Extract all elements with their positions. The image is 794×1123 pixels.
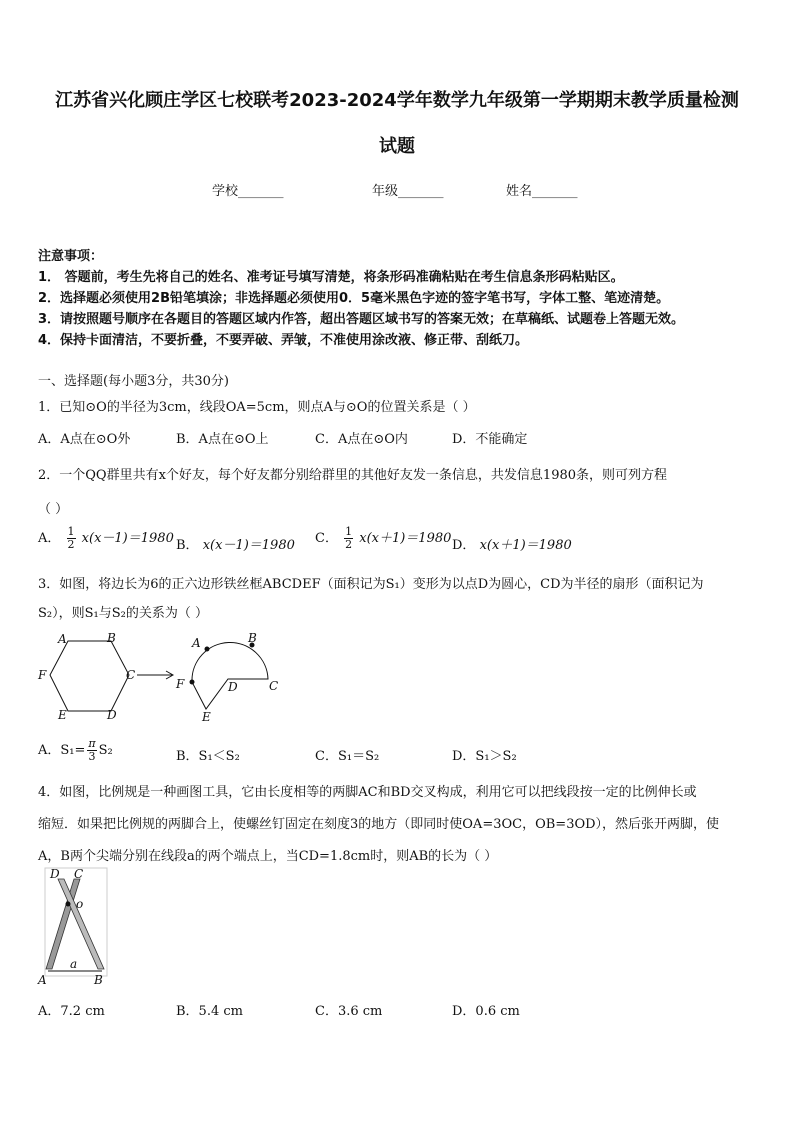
sector-label-b: B [248, 631, 257, 645]
note-item-4: 4．保持卡面清洁，不要折叠，不要弄破、弄皱，不准使用涂改液、修正带、刮纸刀。 [38, 333, 529, 348]
q1-option-b: B．A点在⊙O上 [176, 432, 269, 447]
q4-figure [36, 866, 116, 990]
sector-label-c: C [269, 679, 279, 693]
frac-num: 1 [67, 525, 75, 538]
hexagon-shape [50, 641, 129, 711]
fig-label-c: C [74, 867, 84, 881]
q3-figure [36, 628, 296, 728]
hex-label-a: A [58, 632, 67, 646]
notes-heading: 注意事项： [38, 249, 104, 264]
q3-line-2: S₂），则S₁与S₂的关系为（ ） [38, 606, 208, 621]
sector-label-f: F [176, 677, 185, 691]
sector-point-f [190, 680, 195, 685]
fig-label-a: A [38, 973, 47, 987]
q1-option-d: D．不能确定 [452, 432, 528, 447]
exam-title [30, 78, 764, 170]
sector-label-e: E [202, 710, 211, 724]
grade-field: 年级_______ [372, 184, 444, 199]
hex-label-c: C [126, 668, 136, 682]
hex-label-f: F [38, 668, 47, 682]
fig-label-b: B [94, 973, 103, 987]
q4-option-a: A．7.2 cm [38, 1004, 105, 1019]
note-item-3: 3．请按照题号顺序在各题目的答题区域内作答，超出答题区域书写的答案无效；在草稿纸、试题卷上答题无效。 [38, 312, 685, 327]
sector-shape [192, 642, 268, 709]
hex-label-d: D [107, 708, 117, 722]
fraction [344, 526, 353, 551]
q2-option-c [315, 526, 451, 551]
q4-line-2: 缩短．如果把比例规的两脚合上，使螺丝钉固定在刻度3的地方（即同时使OA=3OC，OB=3OD），然后张开两脚，使 [38, 817, 720, 832]
q4-line-3: A，B两个尖端分别在线段a的两个端点上，当CD=1.8cm时，则AB的长为（ ） [38, 849, 498, 864]
fig-label-d: D [50, 867, 60, 881]
q2-option-d-label: D． [452, 538, 476, 553]
frac-den: 2 [345, 538, 353, 551]
sector-label-a: A [192, 636, 201, 650]
title-line-2: 试题 [379, 136, 415, 157]
q3-option-a-suffix: S₂ [98, 743, 113, 758]
q2-option-b-label: B． [176, 538, 199, 553]
q3-option-c: C．S₁＝S₂ [315, 749, 380, 764]
q2-option-c-label: C． [315, 531, 338, 546]
sector-label-d: D [228, 680, 238, 694]
fig-label-o: o [76, 897, 84, 911]
note-item-2: 2．选择题必须使用2B铅笔填涂；非选择题必须使用0．5毫米黑色字迹的签字笔书写，字体工整、笔迹清楚。 [38, 291, 670, 306]
title-line-1: 江苏省兴化顾庄学区七校联考2023-2024学年数学九年级第一学期期末教学质量检测 [55, 90, 739, 111]
fig-label-a-segment: a [70, 957, 78, 971]
q2-option-d-expr: x(x＋1)＝1980 [479, 538, 572, 553]
hex-label-b: B [107, 631, 116, 645]
leg-ac [46, 879, 80, 969]
section-heading: 一、选择题(每小题3分，共30分) [38, 374, 229, 389]
fraction [87, 738, 96, 763]
q1-option-a: A．A点在⊙O外 [38, 432, 131, 447]
name-field: 姓名_______ [506, 184, 578, 199]
frac-den: 3 [88, 750, 96, 763]
q2-option-d [452, 534, 572, 553]
q2-option-a-label: A． [38, 531, 61, 546]
q2-paren: （ ） [38, 502, 69, 517]
q1-stem: 1．已知⊙O的半径为3cm，线段OA=5cm，则点A与⊙O的位置关系是（ ） [38, 400, 476, 415]
q4-option-d: D．0.6 cm [452, 1004, 520, 1019]
q4-option-c: C．3.6 cm [315, 1004, 383, 1019]
q2-option-a-expr: x(x－1)＝1980 [81, 531, 174, 546]
q4-option-b: B．5.4 cm [176, 1004, 243, 1019]
q3-option-b: B．S₁＜S₂ [176, 749, 240, 764]
q2-option-b-expr: x(x－1)＝1980 [202, 538, 295, 553]
q2-option-a [38, 526, 174, 551]
q3-option-a-prefix: A．S₁= [38, 743, 86, 758]
q3-option-d: D．S₁＞S₂ [452, 749, 517, 764]
q2-option-c-expr: x(x＋1)＝1980 [359, 531, 452, 546]
q3-line-1: 3．如图，将边长为6的正六边形铁丝框ABCDEF（面积记为S₁）变形为以点D为圆心，CD为半径的扇形（面积记为 [38, 577, 704, 592]
fraction [67, 526, 76, 551]
screw-point-o [66, 902, 71, 907]
hex-label-e: E [58, 708, 67, 722]
q2-stem: 2．一个QQ群里共有x个好友，每个好友都分别给群里的其他好友发一条信息，共发信息1980条，则可列方程 [38, 468, 668, 483]
note-item-1: 1． 答题前，考生先将自己的姓名、准考证号填写清楚，将条形码准确粘贴在考生信息条形码粘贴区。 [38, 270, 624, 285]
frac-num: 1 [345, 525, 353, 538]
q3-option-a [38, 738, 113, 763]
school-field: 学校_______ [212, 184, 284, 199]
q1-option-c: C．A点在⊙O内 [315, 432, 408, 447]
frac-den: 2 [67, 538, 75, 551]
sector-point-a [205, 647, 210, 652]
q2-option-b [176, 534, 295, 553]
frac-num: π [88, 737, 96, 750]
q4-line-1: 4．如图，比例规是一种画图工具，它由长度相等的两脚AC和BD交叉构成，利用它可以把线段按一定的比例伸长或 [38, 785, 697, 800]
